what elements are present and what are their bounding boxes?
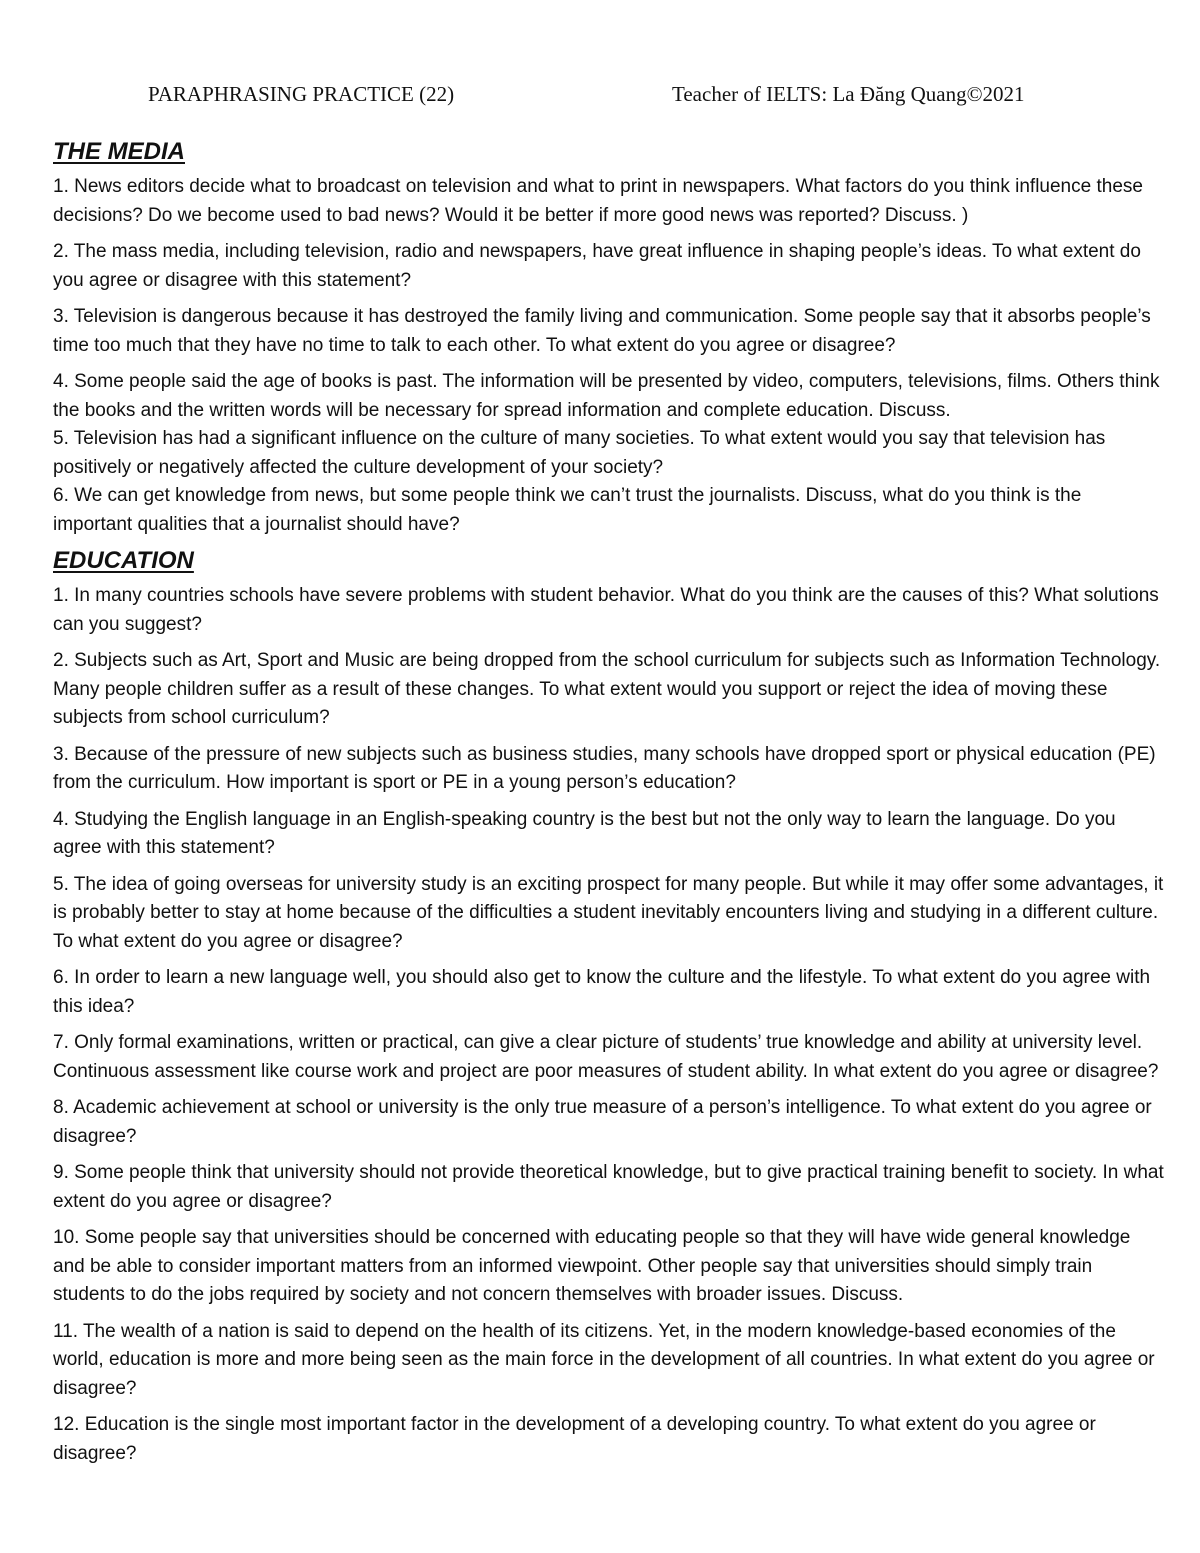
education-question-2: 2. Subjects such as Art, Sport and Music are being dropped from the school curriculum for subjects such as Information Technology. Many people children suffer as a result of these changes. To what extent would you support or reject the idea of moving these subjects from school curriculum? — [53, 650, 1161, 728]
document-title: PARAPHRASING PRACTICE (22) — [148, 82, 455, 106]
section-heading-the-media: THE MEDIA — [53, 138, 185, 165]
document-body — [53, 136, 1165, 1468]
author-credit: Teacher of IELTS: La Đăng Quang©2021 — [672, 82, 1025, 106]
education-question-3: 3. Because of the pressure of new subjects such as business studies, many schools have dropped sport or physical education (PE) from the curriculum. How important is sport or PE in a young person’s education? — [53, 743, 1156, 793]
media-question-1: 1. News editors decide what to broadcast on television and what to print in newspapers. What factors do you think influence these decisions? Do we become used to bad news? Would it be better if more good news was reported? Discuss. ) — [53, 176, 1143, 226]
education-question-1: 1. In many countries schools have severe problems with student behavior. What do you think are the causes of this? What solutions can you suggest? — [53, 585, 1159, 635]
section-education — [53, 545, 1165, 1468]
education-question-11: 11. The wealth of a nation is said to depend on the health of its citizens. Yet, in the modern knowledge-based economies of the world, education is more and more being seen as the main force in the development of all countries. In what extent do you agree or disagree? — [53, 1320, 1155, 1399]
media-question-3: 3. Television is dangerous because it has destroyed the family living and communication. Some people say that it absorbs people’s time too much that they have no time to talk to each other. To what extent do you agree or disagree? — [53, 306, 1151, 356]
education-question-12: 12. Education is the single most important factor in the development of a developing country. To what extent do you agree or disagree? — [53, 1414, 1096, 1464]
media-question-5: 5. Television has had a significant influence on the culture of many societies. To what extent would you say that television has positively or negatively affected the culture development of your society? — [53, 428, 1106, 478]
section-the-media — [53, 136, 1165, 539]
education-question-9: 9. Some people think that university should not provide theoretical knowledge, but to give practical training benefit to society. In what extent do you agree or disagree? — [53, 1162, 1164, 1212]
education-question-8: 8. Academic achievement at school or university is the only true measure of a person’s intelligence. To what extent do you agree or disagree? — [53, 1097, 1152, 1147]
media-question-6: 6. We can get knowledge from news, but some people think we can’t trust the journalists. Discuss, what do you think is the important qualities that a journalist should have? — [53, 485, 1082, 535]
section-heading-education: EDUCATION — [53, 547, 194, 574]
education-question-10: 10. Some people say that universities should be concerned with educating people so that they will have wide general knowledge and be able to consider important matters from an informed viewpoint. Other people say that universities should simply train students to do the jobs required by society and not concern themselves with broader issues. Discuss. — [53, 1227, 1131, 1305]
education-question-6: 6. In order to learn a new language well, you should also get to know the culture and the lifestyle. To what extent do you agree with this idea? — [53, 967, 1151, 1017]
education-question-5: 5. The idea of going overseas for university study is an exciting prospect for many people. But while it may offer some advantages, it is probably better to stay at home because of the difficulties a student inevitably encounters living and studying in a different culture. To what extent do you agree or disagree? — [53, 873, 1164, 952]
media-question-4: 4. Some people said the age of books is past. The information will be presented by video, computers, televisions, films. Others think the books and the written words will be necessary for spread information and complete education. Discuss. — [53, 371, 1160, 421]
media-question-2: 2. The mass media, including television, radio and newspapers, have great influence in shaping people’s ideas. To what extent do you agree or disagree with this statement? — [53, 241, 1141, 291]
education-question-4: 4. Studying the English language in an English-speaking country is the best but not the only way to learn the language. Do you agree with this statement? — [53, 808, 1116, 858]
education-question-7: 7. Only formal examinations, written or practical, can give a clear picture of students’ true knowledge and ability at university level. Continuous assessment like course work and project are poor measures of student ability. In what extent do you agree or disagree? — [53, 1032, 1159, 1082]
page-header — [0, 82, 1200, 112]
